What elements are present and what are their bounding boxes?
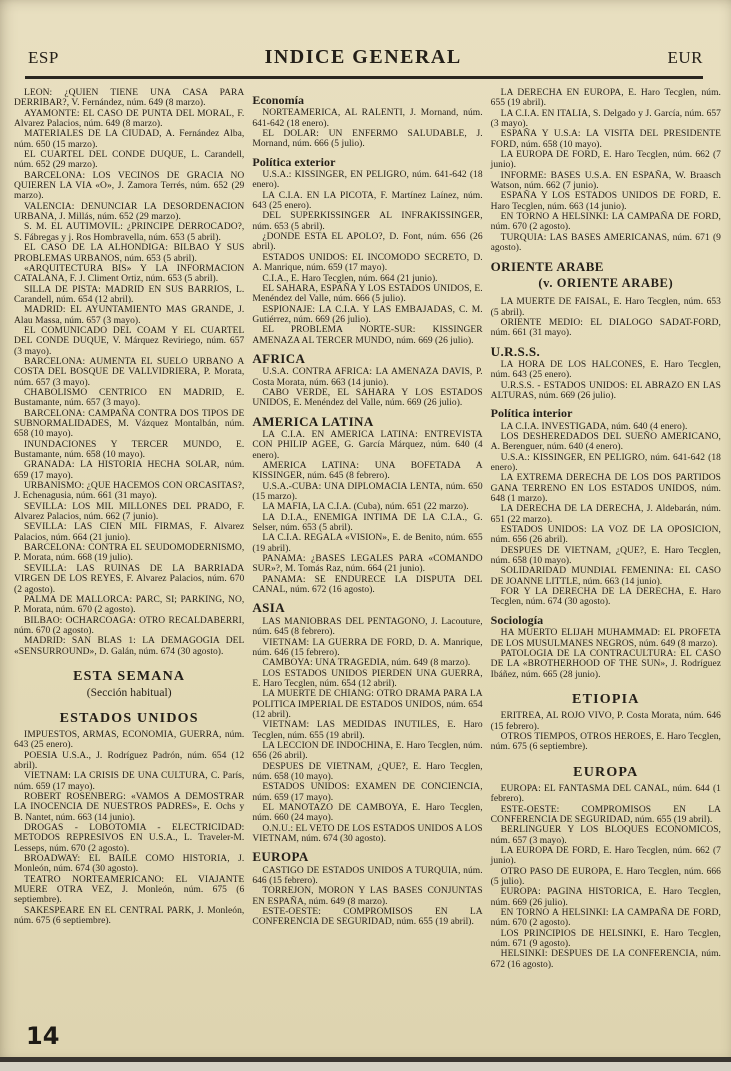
index-entry: S. M. EL AUTIMOVIL: ¿PRINCIPE DERROCADO?, S. Fábregas y j. Ros Hombravella, núm. 653 (5 abril). xyxy=(14,222,245,243)
index-entry: HELSINKI: DESPUES DE LA CONFERENCIA, núm. 672 (16 agosto). xyxy=(490,949,721,970)
index-entry: INFORME: BASES U.S.A. EN ESPAÑA, W. Braasch Watson, núm. 662 (7 junio). xyxy=(490,170,721,192)
index-entry: HA MUERTO ELIJAH MUHAMMAD: EL PROFETA DE LOS MUSULMANES NEGROS, núm. 649 (8 marzo). xyxy=(490,628,721,649)
section-heading: AFRICA xyxy=(252,350,306,366)
index-entry: LA C.I.A. EN ITALIA, S. Delgado y J. García, núm. 657 (3 mayo). xyxy=(490,108,721,130)
section-heading: U.R.S.S. xyxy=(490,343,541,359)
index-entry: EN TORNO A HELSINKI: LA CAMPAÑA DE FORD, núm. 670 (2 agosto). xyxy=(490,212,721,233)
index-entry: EUROPA: EL FANTASMA DEL CANAL, núm. 644 (1 febrero). xyxy=(490,783,721,805)
index-entry: LOS DESHEREDADOS DEL SUEÑO AMERICANO, A. Berenguer, núm. 640 (4 enero). xyxy=(490,431,721,453)
index-entry: BROADWAY: EL BAILE COMO HISTORIA, J. Monleón, núm. 674 (30 agosto). xyxy=(14,854,245,875)
index-entry: LA DERECHA EN EUROPA, E. Haro Tecglen, núm. 655 (19 abril). xyxy=(490,88,721,109)
index-columns xyxy=(0,79,731,1057)
section-heading: ESTADOS UNIDOS xyxy=(59,710,199,726)
index-entry: DESPUES DE VIETNAM, ¿QUE?, E. Haro Tecglen, núm. 658 (10 mayo). xyxy=(252,761,483,782)
index-entry: OTRO PASO DE EUROPA, E. Haro Tecglen, núm. 666 (5 julio). xyxy=(490,866,721,888)
index-entry: PANAMA: ¿BASES LEGALES PARA «COMANDO SUR»?, M. Tomás Raz, núm. 664 (21 junio). xyxy=(252,554,483,575)
index-entry: CAMBOYA: UNA TRAGEDIA, núm. 649 (8 marzo). xyxy=(262,658,471,669)
index-entry: ESTE-OESTE: COMPROMISOS EN LA CONFERENCIA DE SEGURIDAD, núm. 655 (19 abril). xyxy=(252,907,483,928)
index-entry: SAKESPEARE EN EL CENTRAL PARK, J. Monleón, núm. 675 (6 septiembre). xyxy=(14,905,245,927)
index-column-3 xyxy=(491,88,721,1057)
index-entry: LA MUERTE DE FAISAL, E. Haro Tecglen, núm. 653 (5 abril). xyxy=(490,297,721,318)
index-entry: ORIENTE MEDIO: EL DIALOGO SADAT-FORD, núm. 661 (31 mayo). xyxy=(490,317,721,339)
index-entry: ERITREA, AL ROJO VIVO, P. Costa Morata, núm. 646 (15 febrero). xyxy=(490,711,721,732)
index-entry: LA EUROPA DE FORD, E. Haro Tecglen, núm. 662 (7 junio). xyxy=(490,846,721,867)
index-entry: SEVILLA: LAS CIEN MIL FIRMAS, F. Alvarez Palacios, núm. 664 (21 junio). xyxy=(14,522,245,543)
index-entry: VIETNAM: LAS MEDIDAS INUTILES, E. Haro Tecglen, núm. 655 (19 abril). xyxy=(252,720,483,741)
index-entry: EL COMUNICADO DEL COAM Y EL CUARTEL DEL CONDE DUQUE, V. Márquez Reviriego, núm. 657 (3 mayo). xyxy=(14,325,245,357)
page-number: 14 xyxy=(26,1022,60,1050)
index-entry: ROBERT ROSENBERG: «VAMOS A DEMOSTRAR LA INOCENCIA DE NUESTROS PADRES», E. Ochs y B. Nantet, núm. 663 (14 junio). xyxy=(14,792,245,823)
index-entry: LA C.I.A. INVESTIGADA, núm. 640 (4 enero). xyxy=(500,421,688,432)
section-heading: ETIOPIA xyxy=(572,691,640,707)
index-entry: BARCELONA: AUMENTA EL SUELO URBANO A COSTA DEL BOSQUE DE VALLVIDRIERA, P. Morata, núm. 657 (3 mayo). xyxy=(14,356,245,388)
section-heading: EUROPA xyxy=(252,849,309,865)
section-heading: ORIENTE ARABE xyxy=(490,258,604,274)
index-entry: LA C.I.A. REGALA «VISION», E. de Benito, núm. 655 (19 abril). xyxy=(252,533,483,554)
index-entry: SEVILLA: LOS MIL MILLONES DEL PRADO, F. Alvarez Palacios, núm. 662 (7 junio). xyxy=(14,501,245,523)
edition-code-left: ESP xyxy=(28,48,59,67)
index-entry: EL MANOTAZO DE CAMBOYA, E. Haro Tecglen, núm. 660 (24 mayo). xyxy=(252,803,483,824)
index-entry: ¿DONDE ESTA EL APOLO?, D. Font, núm. 656 (26 abril). xyxy=(252,232,483,253)
index-entry: «ARQUITECTURA BIS» Y LA INFORMACION CATALANA, F. J. Climent Ortiz, núm. 653 (5 abril). xyxy=(14,263,245,285)
index-entry: BARCELONA: LOS VECINOS DE GRACIA NO QUIEREN LA VIA «O», J. Zamora Terrés, núm. 652 (29 marzo). xyxy=(14,170,245,202)
index-entry: LA C.I.A. EN LA PICOTA, F. Martínez Laínez, núm. 643 (25 enero). xyxy=(252,190,483,212)
index-entry: BARCELONA: CONTRA EL SEUDOMODERNISMO, P. Morata, núm. 668 (19 julio). xyxy=(14,543,245,564)
index-entry: EL CUARTEL DEL CONDE DUQUE, L. Carandell, núm. 652 (29 marzo). xyxy=(14,150,245,171)
index-entry: DESPUES DE VIETNAM, ¿QUE?, E. Haro Tecglen, núm. 658 (10 mayo). xyxy=(490,545,721,567)
index-entry: U.R.S.S. - ESTADOS UNIDOS: EL ABRAZO EN LAS ALTURAS, núm. 669 (26 julio). xyxy=(490,380,721,401)
index-entry: CASTIGO DE ESTADOS UNIDOS A TURQUIA, núm. 646 (15 febrero). xyxy=(252,865,483,887)
index-entry: O.N.U.: EL VETO DE LOS ESTADOS UNIDOS A LOS VIETNAM, núm. 674 (30 agosto). xyxy=(252,823,483,845)
index-entry: LA EXTREMA DERECHA DE LOS DOS PARTIDOS GANA TERRENO EN LOS ESTADOS UNIDOS, núm. 648 (1 marzo). xyxy=(490,473,721,505)
index-entry: EL CASO DE LA ALHONDIGA: BILBAO Y SUS PROBLEMAS URBANOS, núm. 653 (5 abril). xyxy=(14,243,245,264)
index-entry: SOLIDARIDAD MUNDIAL FEMENINA: EL CASO DE JOANNE LITTLE, núm. 663 (14 junio). xyxy=(490,566,721,587)
index-entry: EL PROBLEMA NORTE-SUR: KISSINGER AMENAZA AL TERCER MUNDO, núm. 669 (26 julio). xyxy=(252,325,483,346)
index-entry: LA LECCION DE INDOCHINA, E. Haro Tecglen, núm. 656 (26 abril). xyxy=(252,740,483,762)
index-entry: MADRID: SAN BLAS 1: LA DEMAGOGIA DEL «SENSURROUND», D. Galán, núm. 674 (30 agosto). xyxy=(14,636,245,657)
index-entry: LOS PRINCIPIOS DE HELSINKI, E. Haro Tecglen, núm. 671 (9 agosto). xyxy=(490,928,721,950)
index-entry: PANAMA: SE ENDURECE LA DISPUTA DEL CANAL, núm. 672 (16 agosto). xyxy=(252,574,483,596)
section-heading: ESTA SEMANA xyxy=(73,668,186,684)
index-entry: CHABOLISMO CENTRICO EN MADRID, E. Bustamante, núm. 657 (3 mayo). xyxy=(14,387,245,409)
index-entry: LA DERECHA DE LA DERECHA, J. Aldebarán, núm. 651 (22 marzo). xyxy=(490,504,721,525)
index-entry: ESTADOS UNIDOS: EL INCOMODO SECRETO, D. A. Manrique, núm. 659 (17 mayo). xyxy=(252,252,483,274)
index-entry: AMERICA LATINA: UNA BOFETADA A KISSINGER, núm. 645 (8 febrero). xyxy=(252,461,483,482)
index-entry: C.I.A., E. Haro Tecglen, núm. 664 (21 junio). xyxy=(262,273,438,284)
index-entry: EUROPA: PAGINA HISTORICA, E. Haro Tecglen, núm. 669 (26 julio). xyxy=(490,887,721,908)
page-title: INDICE GENERAL xyxy=(264,46,462,68)
index-entry: CABO VERDE, EL SAHARA Y LOS ESTADOS UNIDOS, E. Menéndez del Valle, núm. 669 (26 julio). xyxy=(252,387,483,409)
index-entry: DEL SUPERKISSINGER AL INFRAKISSINGER, núm. 653 (5 abril). xyxy=(252,211,483,232)
index-entry: ESPIONAJE: LA C.I.A. Y LAS EMBAJADAS, C. M. Gutiérrez, núm. 669 (26 julio). xyxy=(252,304,483,325)
subsection-heading: Economía xyxy=(252,93,305,107)
index-entry: NORTEAMERICA, AL RALENTI, J. Mornand, núm. 641-642 (18 enero). xyxy=(252,108,483,129)
index-entry: BERLINGUER Y LOS BLOQUES ECONOMICOS, núm. 657 (3 mayo). xyxy=(490,825,721,846)
index-entry: LAS MANIOBRAS DEL PENTAGONO, J. Lacouture, núm. 645 (8 febrero). xyxy=(252,616,483,638)
index-entry: VIETNAM: LA CRISIS DE UNA CULTURA, C. París, núm. 659 (17 mayo). xyxy=(14,771,245,792)
index-column-1 xyxy=(14,88,244,1057)
section-note: (v. ORIENTE ARABE) xyxy=(538,275,674,290)
index-entry: TURQUIA: LAS BASES AMERICANAS, núm. 671 (9 agosto). xyxy=(490,232,721,254)
index-entry: LA EUROPA DE FORD, E. Haro Tecglen, núm. 662 (7 junio). xyxy=(490,150,721,171)
index-entry: VIETNAM: LA GUERRA DE FORD, D. A. Manrique, núm. 646 (15 febrero). xyxy=(252,637,483,658)
index-entry: DROGAS - LOBOTOMIA - ELECTRICIDAD: METODOS REPRESIVOS EN U.S.A., L. Traveler-M. Lesseps, núm. 670 (2 agosto). xyxy=(14,823,245,854)
subsection-heading: Sociología xyxy=(490,612,544,627)
index-entry: FOR Y LA DERECHA DE LA DERECHA, E. Haro Tecglen, núm. 674 (30 agosto). xyxy=(490,587,721,608)
scan-background xyxy=(0,1062,731,1071)
section-heading: AMERICA LATINA xyxy=(252,413,374,429)
index-entry: POESIA U.S.A., J. Rodríguez Padrón, núm. 654 (12 abril). xyxy=(14,750,245,771)
index-entry: TORREJON, MORON Y LAS BASES CONJUNTAS EN ESPAÑA, núm. 649 (8 marzo). xyxy=(252,886,483,907)
index-entry: LA MUERTE DE CHIANG: OTRO DRAMA PARA LA POLITICA IMPERIAL DE ESTADOS UNIDOS, núm. 654 (12 abril). xyxy=(252,689,483,720)
index-entry: ESPAÑA Y LOS ESTADOS UNIDOS DE FORD, E. Haro Tecglen, núm. 663 (14 junio). xyxy=(490,191,721,212)
subsection-heading: Política interior xyxy=(490,406,573,421)
index-entry: BARCELONA: CAMPAÑA CONTRA DOS TIPOS DE SUBNORMALIDADES, M. Vázquez Montalbán, núm. 658 (10 mayo). xyxy=(14,408,245,440)
index-entry: ESTADOS UNIDOS: EXAMEN DE CONCIENCIA, núm. 659 (17 mayo). xyxy=(252,782,483,803)
index-entry: INUNDACIONES Y TERCER MUNDO, E. Bustamante, núm. 658 (10 mayo). xyxy=(14,439,245,461)
index-entry: SEVILLA: LAS RUINAS DE LA BARRIADA VIRGEN DE LOS REYES, F. Alvarez Palacios, núm. 670 (2 agosto). xyxy=(14,563,245,595)
index-entry: ESTADOS UNIDOS: LA VOZ DE LA OPOSICION, núm. 656 (26 abril). xyxy=(490,525,721,546)
section-heading: ASIA xyxy=(252,600,285,616)
index-entry: U.S.A. CONTRA AFRICA: LA AMENAZA DAVIS, P. Costa Morata, núm. 663 (14 junio). xyxy=(252,367,483,388)
section-heading: EUROPA xyxy=(573,764,639,780)
index-entry: LA C.I.A. EN AMERICA LATINA: ENTREVISTA CON PHILIP AGEE, G. García Márquez, núm. 640 (4 enero). xyxy=(252,429,483,461)
index-entry: OTROS TIEMPOS, OTROS HEROES, E. Haro Tecglen, núm. 675 (6 septiembre). xyxy=(490,731,721,753)
page-header xyxy=(0,0,731,69)
index-entry: LA MAFIA, LA C.I.A. (Cuba), núm. 651 (22 marzo). xyxy=(262,502,469,513)
index-entry: MADRID: EL AYUNTAMIENTO MAS GRANDE, J. Alau Massa, núm. 657 (3 mayo). xyxy=(14,305,245,326)
index-entry: U.S.A.: KISSINGER, EN PELIGRO, núm. 641-642 (18 enero). xyxy=(490,452,721,473)
index-entry: EN TORNO A HELSINKI: LA CAMPAÑA DE FORD, núm. 670 (2 agosto). xyxy=(490,908,721,929)
index-entry: TEATRO NORTEAMERICANO: EL VIAJANTE MUERE OTRA VEZ, J. Monleón, núm. 675 (6 septiembre). xyxy=(14,874,245,906)
index-entry: ESPAÑA Y U.S.A: LA VISITA DEL PRESIDENTE FORD, núm. 658 (10 mayo). xyxy=(490,129,721,150)
edition-code-right: EUR xyxy=(667,48,703,67)
index-entry: SILLA DE PISTA: MADRID EN SUS BARRIOS, L. Carandell, núm. 654 (12 abril). xyxy=(14,284,245,305)
index-entry: U.S.A.-CUBA: UNA DIPLOMACIA LENTA, núm. 650 (15 marzo). xyxy=(252,481,483,503)
index-entry: BILBAO: OCHARCOAGA: OTRO RECALDABERRI, núm. 670 (2 agosto). xyxy=(14,615,245,636)
index-entry: VALENCIA: DENUNCIAR LA DESORDENACION URBANA, J. Millás, núm. 652 (29 marzo). xyxy=(14,201,245,223)
index-entry: LA HORA DE LOS HALCONES, E. Haro Tecglen, núm. 643 (25 enero). xyxy=(490,359,721,381)
index-entry: LOS ESTADOS UNIDOS PIERDEN UNA GUERRA, E. Haro Tecglen, núm. 654 (12 abril). xyxy=(252,668,483,689)
index-entry: GRANADA: LA HISTORIA HECHA SOLAR, núm. 659 (17 mayo). xyxy=(14,460,245,481)
section-note: (Sección habitual) xyxy=(86,687,172,700)
index-entry: IMPUESTOS, ARMAS, ECONOMIA, GUERRA, núm. 643 (25 enero). xyxy=(14,729,245,751)
subsection-heading: Política exterior xyxy=(252,154,336,169)
index-entry: LEON: ¿QUIEN TIENE UNA CASA PARA DERRIBAR?, V. Fernández, núm. 649 (8 marzo). xyxy=(14,88,245,109)
index-entry: URBANISMO: ¿QUE HACEMOS CON ORCASITAS?, J. Echenagusia, núm. 661 (31 mayo). xyxy=(14,481,245,502)
index-entry: U.S.A.: KISSINGER, EN PELIGRO, núm. 641-642 (18 enero). xyxy=(252,170,483,191)
index-entry: LA D.I.A., ENEMIGA INTIMA DE LA C.I.A., G. Selser, núm. 653 (5 abril). xyxy=(252,512,483,534)
index-entry: PATOLOGIA DE LA CONTRACULTURA: EL CASO DE LA «BROTHERHOOD OF THE SUN», J. Rodríguez Ibáñez, núm. 665 (28 junio). xyxy=(490,648,721,680)
index-entry: EL SAHARA, ESPAÑA Y LOS ESTADOS UNIDOS, E. Menéndez del Valle, núm. 666 (5 julio). xyxy=(252,283,483,305)
index-entry: AYAMONTE: EL CASO DE PUNTA DEL MORAL, F. Alvarez Palacios, núm. 649 (8 marzo). xyxy=(14,108,245,130)
index-entry: EL DOLAR: UN ENFERMO SALUDABLE, J. Mornand, núm. 666 (5 julio). xyxy=(252,129,483,150)
index-column-2 xyxy=(252,88,482,1057)
index-entry: ESTE-OESTE: COMPROMISOS EN LA CONFERENCIA DE SEGURIDAD, núm. 655 (19 abril). xyxy=(490,804,721,825)
index-entry: MATERIALES DE LA CIUDAD, A. Fernández Alba, núm. 650 (15 marzo). xyxy=(14,129,245,150)
index-entry: PALMA DE MALLORCA: PARC, SI; PARKING, NO, P. Morata, núm. 670 (2 agosto). xyxy=(14,594,245,616)
